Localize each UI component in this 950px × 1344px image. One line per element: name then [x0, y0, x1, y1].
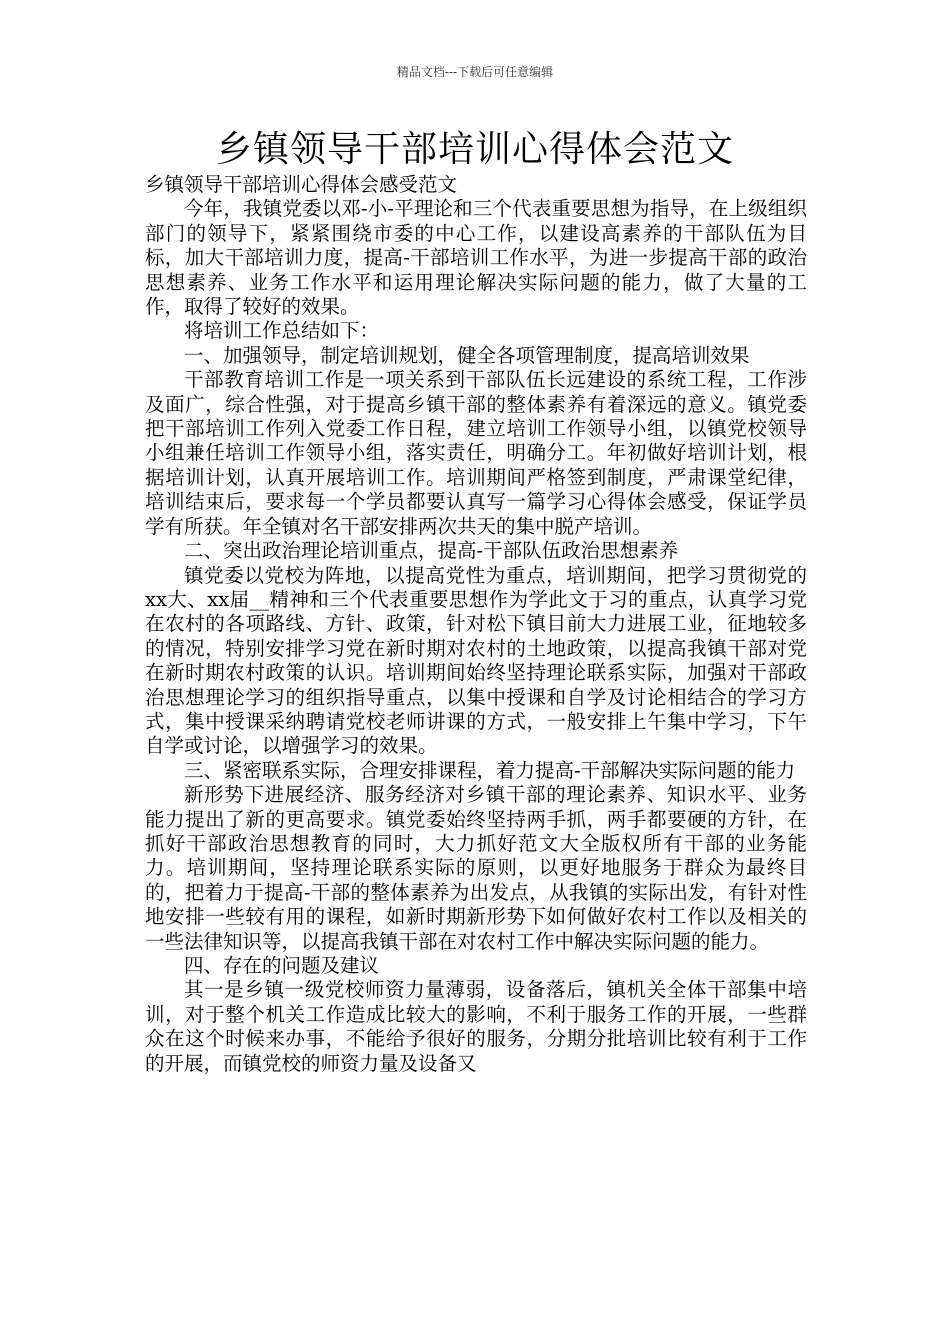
section-heading: 二、突出政治理论培训重点，提高-干部队伍政治思想素养: [184, 539, 679, 563]
paragraph: 其一是乡镇一级党校师资力量薄弱，设备落后，镇机关全体干部集中培训，对于整个机关工作造成比较大的影响，不利于服务工作的开展，一些群众在这个时候来办事，不能给予很好的服务，分期分批培训比较有利于工作的开展，而镇党校的师资力量及设备又: [145, 978, 807, 1075]
section-heading: 三、紧密联系实际，合理安排课程，着力提高-干部解决实际问题的能力: [184, 758, 796, 782]
header-note: 精品文档---下载后可任意编辑: [396, 65, 554, 79]
section-heading: 一、加强领导，制定培训规划，健全各项管理制度，提高培训效果: [184, 343, 750, 367]
paragraph: 镇党委以党校为阵地，以提高党性为重点，培训期间，把学习贯彻党的xx大、xx届__精神和三个代表重要思想作为学此文于习的重点，认真学习党在农村的各项路线、方针、政策，针对松下镇目前大力进展工业，征地较多的情况，特别安排学习党在新时期对农村的土地政策，以提高我镇干部对党在新时期农村政策的认识。培训期间始终坚持理论联系实际，加强对干部政治思想理论学习的组织指导重点，以集中授课和自学及讨论相结合的学习方式，集中授课采纳聘请党校老师讲课的方式，一般安排上午集中学习，下午自学或讨论，以增强学习的效果。: [145, 563, 807, 758]
paragraph: 今年，我镇党委以邓-小-平理论和三个代表重要思想为指导，在上级组织部门的领导下，紧紧围绕市委的中心工作，以建设高素养的干部队伍为目标，加大干部培训力度，提高-干部培训工作水平，为进一步提高干部的政治思想素养、业务工作水平和运用理论解决实际问题的能力，做了大量的工作，取得了较好的效果。: [145, 197, 807, 319]
paragraph: 干部教育培训工作是一项关系到干部队伍长远建设的系统工程，工作涉及面广，综合性强，对于提高乡镇干部的整体素养有着深远的意义。镇党委把干部培训工作列入党委工作日程，建立培训工作领导小组，以镇党校领导小组兼任培训工作领导小组，落实责任，明确分工。年初做好培训计划，根据培训计划，认真开展培训工作。培训期间严格签到制度，严肃课堂纪律，培训结束后，要求每一个学员都要认真写一篇学习心得体会感受，保证学员学有所获。年全镇对名干部安排两次共天的集中脱产培训。: [145, 368, 807, 538]
section-heading: 四、存在的问题及建议: [184, 954, 380, 977]
document-body: [145, 173, 807, 1076]
paragraph: 将培训工作总结如下：: [184, 319, 380, 343]
paragraph: 新形势下进展经济、服务经济对乡镇干部的理论素养、知识水平、业务能力提出了新的更高要求。镇党委始终坚持两手抓，两手都要硬的方针，在抓好干部政治思想教育的同时，大力抓好范文大全版权所有干部的业务能力。培训期间，坚持理论联系实际的原则，以更好地服务于群众为最终目的，把着力于提高-干部的整体素养为出发点，从我镇的实际出发，有针对性地安排一些较有用的课程，如新时期新形势下如何做好农村工作以及相关的一些法律知识等，以提高我镇干部在对农村工作中解决实际问题的能力。: [145, 783, 807, 953]
subtitle: 乡镇领导干部培训心得体会感受范文: [145, 173, 458, 196]
document-title: 乡镇领导干部培训心得体会范文: [215, 129, 734, 170]
